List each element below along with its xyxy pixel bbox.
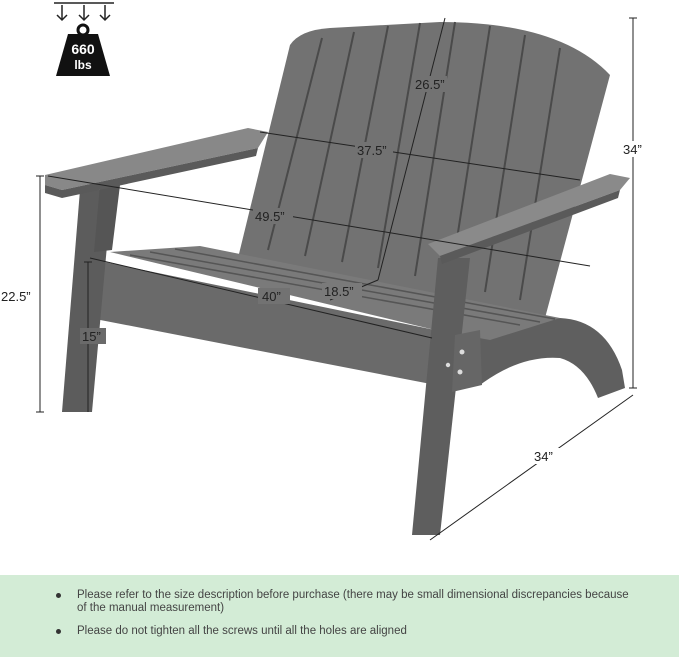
weight-value: 660 [71,41,95,57]
seat-width-label: 40” [262,289,281,304]
note-text: Please refer to the size description before purchase (there may be small dimensional discrepancies because of the manual measurement) [77,589,629,614]
back-height-label: 26.5” [415,77,445,92]
seat-depth-label: 18.5” [324,284,354,299]
note-text: Please do not tighten all the screws until all the holes are aligned [77,625,407,637]
weight-unit: lbs [74,58,92,72]
notes-panel [0,575,679,657]
down-arrow-icon [57,5,110,20]
overall-height-label: 34” [623,142,642,157]
note-item [56,589,639,615]
bullet-icon [56,593,61,598]
bullet-icon [56,629,61,634]
note-item [56,625,639,638]
weight-capacity-badge [54,3,114,76]
seat-height-label: 15” [82,329,101,344]
overall-depth-label: 34” [534,449,553,464]
back-width-label: 37.5” [357,143,387,158]
arm-height-label: 22.5” [1,289,31,304]
overall-width-label: 49.5” [255,209,285,224]
